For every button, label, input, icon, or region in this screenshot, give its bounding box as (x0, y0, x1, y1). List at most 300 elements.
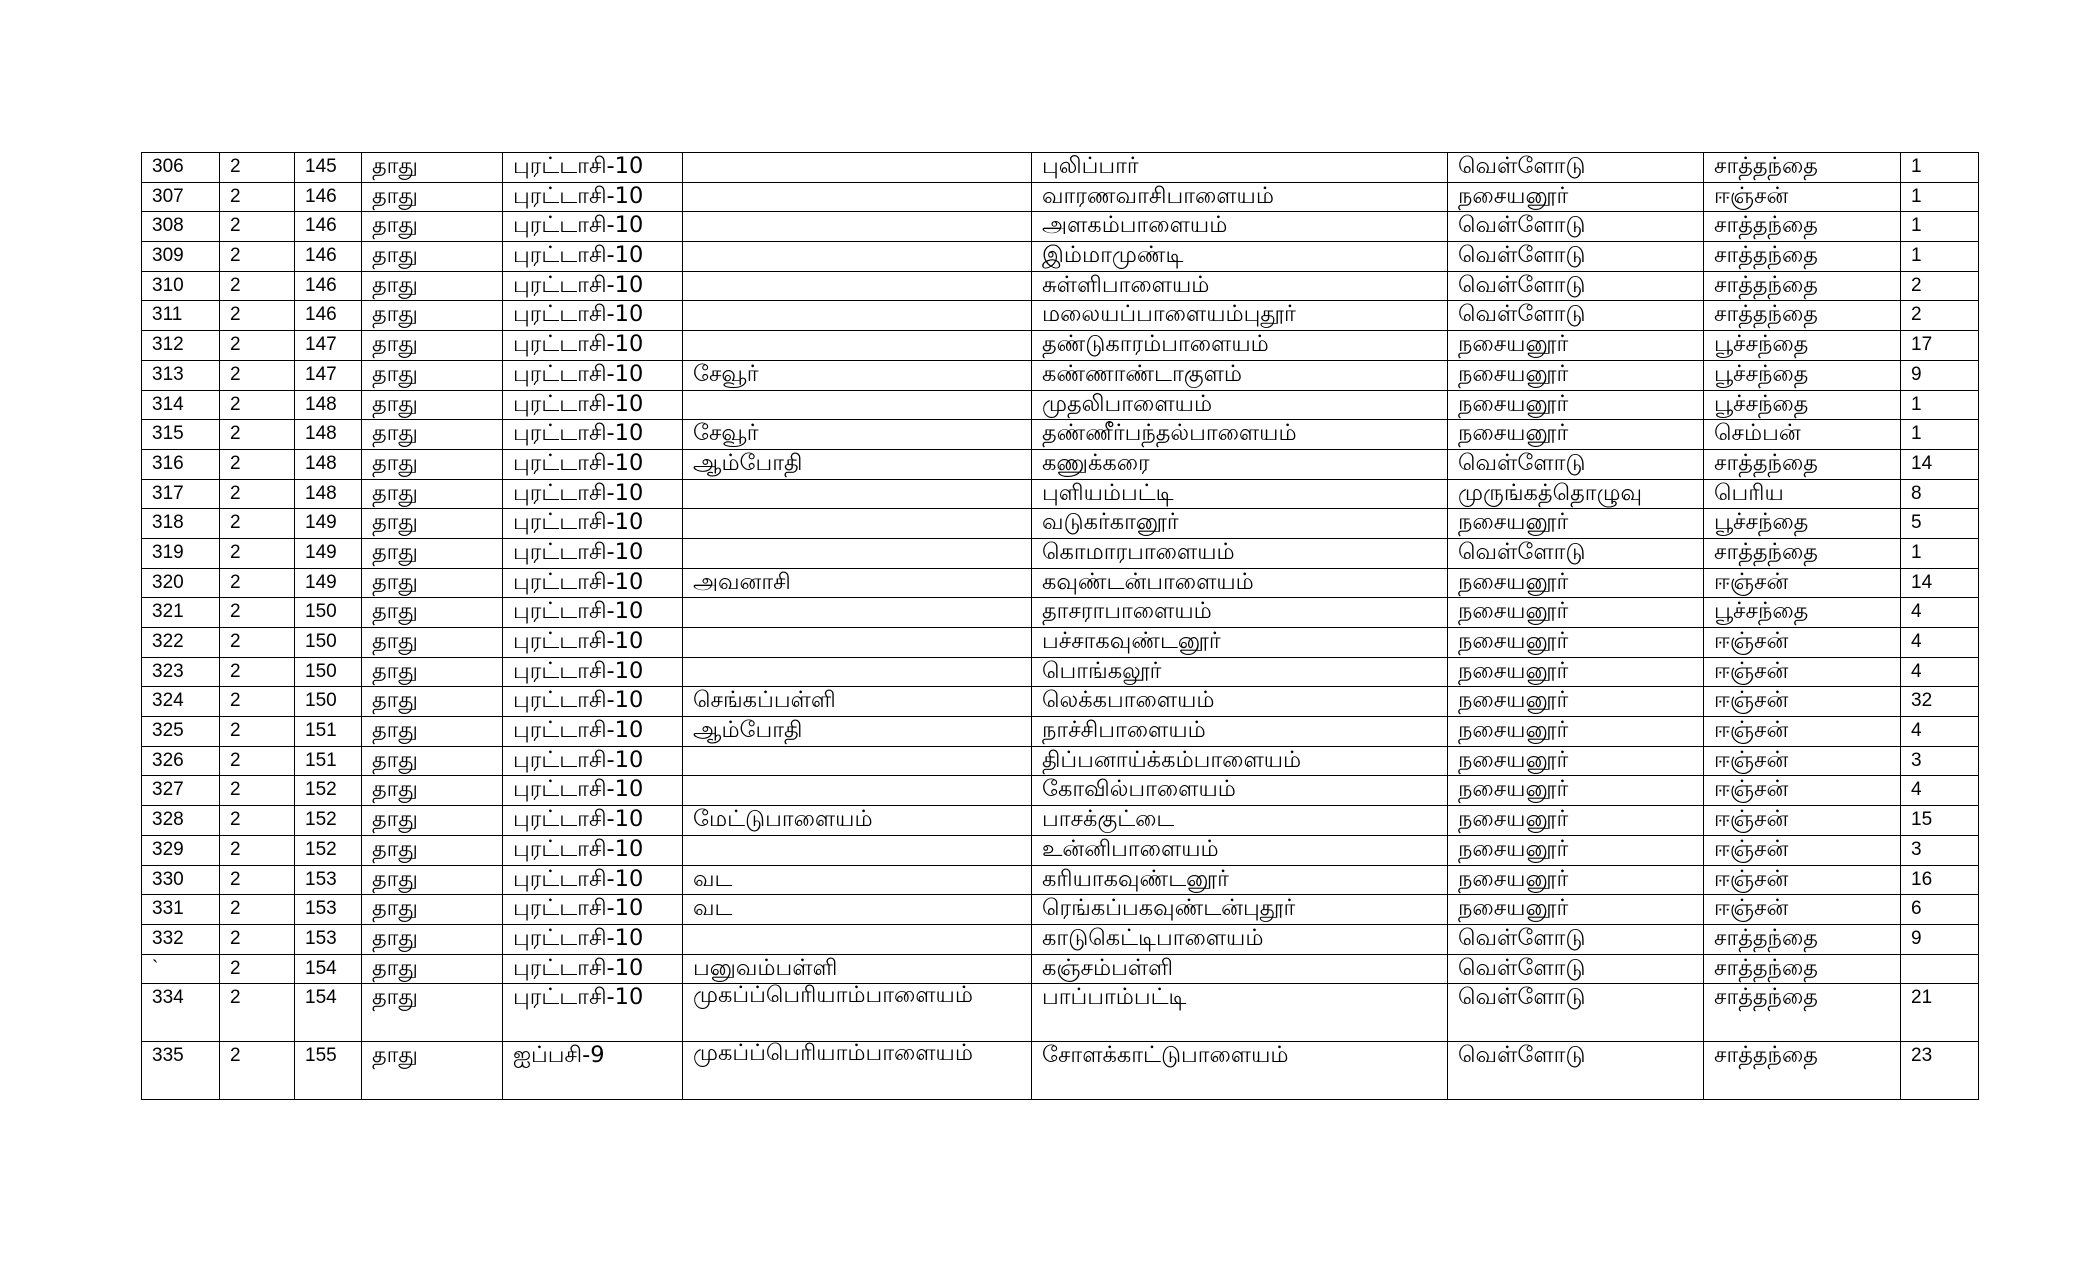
town-cell: நசையனூர் (1448, 598, 1704, 628)
table-row (142, 568, 1979, 598)
serial-cell: 308 (142, 212, 220, 242)
serial-cell: ` (142, 954, 220, 984)
place-cell (683, 212, 1032, 242)
count-cell: 4 (1901, 776, 1979, 806)
page-cell: 148 (295, 479, 362, 509)
table-row (142, 598, 1979, 628)
volume-cell: 2 (220, 568, 295, 598)
date-cell: புரட்டாசி-10 (503, 182, 683, 212)
year-cell: தாது (362, 835, 503, 865)
serial-cell: 307 (142, 182, 220, 212)
count-cell: 4 (1901, 717, 1979, 747)
page-cell: 147 (295, 331, 362, 361)
count-cell: 5 (1901, 509, 1979, 539)
serial-cell: 327 (142, 776, 220, 806)
town-cell: நசையனூர் (1448, 628, 1704, 658)
serial-cell: 309 (142, 242, 220, 272)
table-row (142, 212, 1979, 242)
village-cell: கணுக்கரை (1032, 449, 1448, 479)
page-cell: 149 (295, 538, 362, 568)
year-cell: தாது (362, 568, 503, 598)
page-cell: 155 (295, 1042, 362, 1100)
place-cell: பனுவம்பள்ளி (683, 954, 1032, 984)
year-cell: தாது (362, 509, 503, 539)
date-cell: புரட்டாசி-10 (503, 420, 683, 450)
serial-cell: 313 (142, 360, 220, 390)
clan-cell: பூச்சந்தை (1704, 509, 1901, 539)
date-cell: புரட்டாசி-10 (503, 924, 683, 954)
count-cell: 4 (1901, 657, 1979, 687)
count-cell: 4 (1901, 598, 1979, 628)
year-cell: தாது (362, 301, 503, 331)
clan-cell: சாத்தந்தை (1704, 538, 1901, 568)
place-cell (683, 242, 1032, 272)
serial-cell: 314 (142, 390, 220, 420)
serial-cell: 319 (142, 538, 220, 568)
page-cell: 150 (295, 628, 362, 658)
volume-cell: 2 (220, 865, 295, 895)
serial-cell: 323 (142, 657, 220, 687)
volume-cell: 2 (220, 924, 295, 954)
village-cell: கோவில்பாளையம் (1032, 776, 1448, 806)
town-cell: நசையனூர் (1448, 865, 1704, 895)
clan-cell: ஈஞ்சன் (1704, 746, 1901, 776)
year-cell: தாது (362, 153, 503, 183)
clan-cell: ஈஞ்சன் (1704, 895, 1901, 925)
page-cell: 151 (295, 746, 362, 776)
town-cell: வெள்ளோடு (1448, 153, 1704, 183)
year-cell: தாது (362, 420, 503, 450)
date-cell: புரட்டாசி-10 (503, 895, 683, 925)
volume-cell: 2 (220, 835, 295, 865)
year-cell: தாது (362, 657, 503, 687)
serial-cell: 334 (142, 984, 220, 1042)
place-cell (683, 509, 1032, 539)
village-cell: வடுகர்கானூர் (1032, 509, 1448, 539)
town-cell: நசையனூர் (1448, 687, 1704, 717)
serial-cell: 322 (142, 628, 220, 658)
date-cell: புரட்டாசி-10 (503, 301, 683, 331)
count-cell: 9 (1901, 360, 1979, 390)
table-row (142, 895, 1979, 925)
serial-cell: 329 (142, 835, 220, 865)
serial-cell: 311 (142, 301, 220, 331)
town-cell: நசையனூர் (1448, 717, 1704, 747)
count-cell: 4 (1901, 628, 1979, 658)
year-cell: தாது (362, 717, 503, 747)
page-cell: 148 (295, 390, 362, 420)
volume-cell: 2 (220, 331, 295, 361)
serial-cell: 312 (142, 331, 220, 361)
page-cell: 153 (295, 924, 362, 954)
place-cell: ஆம்போதி (683, 449, 1032, 479)
year-cell: தாது (362, 746, 503, 776)
clan-cell: பூச்சந்தை (1704, 331, 1901, 361)
table-row (142, 390, 1979, 420)
table-row (142, 301, 1979, 331)
date-cell: புரட்டாசி-10 (503, 153, 683, 183)
year-cell: தாது (362, 331, 503, 361)
date-cell: புரட்டாசி-10 (503, 271, 683, 301)
table-row (142, 865, 1979, 895)
town-cell: வெள்ளோடு (1448, 924, 1704, 954)
date-cell: புரட்டாசி-10 (503, 360, 683, 390)
volume-cell: 2 (220, 390, 295, 420)
place-cell: சேவூர் (683, 360, 1032, 390)
date-cell: புரட்டாசி-10 (503, 479, 683, 509)
table-row (142, 1042, 1979, 1100)
date-cell: புரட்டாசி-10 (503, 776, 683, 806)
date-cell: புரட்டாசி-10 (503, 449, 683, 479)
count-cell: 2 (1901, 301, 1979, 331)
date-cell: புரட்டாசி-10 (503, 984, 683, 1042)
table-row (142, 360, 1979, 390)
place-cell (683, 835, 1032, 865)
table-row (142, 271, 1979, 301)
page-cell: 149 (295, 568, 362, 598)
village-cell: பச்சாகவுண்டனூர் (1032, 628, 1448, 658)
count-cell: 16 (1901, 865, 1979, 895)
year-cell: தாது (362, 1042, 503, 1100)
count-cell: 1 (1901, 420, 1979, 450)
serial-cell: 321 (142, 598, 220, 628)
page-cell: 147 (295, 360, 362, 390)
serial-cell: 306 (142, 153, 220, 183)
volume-cell: 2 (220, 479, 295, 509)
table-row (142, 449, 1979, 479)
volume-cell: 2 (220, 242, 295, 272)
table-row (142, 242, 1979, 272)
place-cell (683, 746, 1032, 776)
village-cell: தண்டுகாரம்பாளையம் (1032, 331, 1448, 361)
volume-cell: 2 (220, 746, 295, 776)
village-cell: நாச்சிபாளையம் (1032, 717, 1448, 747)
clan-cell: பூச்சந்தை (1704, 390, 1901, 420)
village-cell: கரியாகவுண்டனூர் (1032, 865, 1448, 895)
town-cell: வெள்ளோடு (1448, 954, 1704, 984)
village-cell: கண்ணாண்டாகுளம் (1032, 360, 1448, 390)
village-cell: லெக்கபாளையம் (1032, 687, 1448, 717)
village-cell: திப்பனாய்க்கம்பாளையம் (1032, 746, 1448, 776)
clan-cell: ஈஞ்சன் (1704, 806, 1901, 836)
place-cell: ஆம்போதி (683, 717, 1032, 747)
table-row (142, 420, 1979, 450)
date-cell: ஐப்பசி-9 (503, 1042, 683, 1100)
table-row (142, 776, 1979, 806)
village-cell: புளியம்பட்டி (1032, 479, 1448, 509)
count-cell (1901, 954, 1979, 984)
clan-cell: சாத்தந்தை (1704, 924, 1901, 954)
page-cell: 154 (295, 984, 362, 1042)
town-cell: நசையனூர் (1448, 895, 1704, 925)
serial-cell: 326 (142, 746, 220, 776)
count-cell: 2 (1901, 271, 1979, 301)
page-cell: 150 (295, 598, 362, 628)
place-cell: வட (683, 865, 1032, 895)
count-cell: 23 (1901, 1042, 1979, 1100)
serial-cell: 318 (142, 509, 220, 539)
date-cell: புரட்டாசி-10 (503, 954, 683, 984)
volume-cell: 2 (220, 895, 295, 925)
village-cell: உன்னிபாளையம் (1032, 835, 1448, 865)
village-cell: சுள்ளிபாளையம் (1032, 271, 1448, 301)
volume-cell: 2 (220, 717, 295, 747)
town-cell: வெள்ளோடு (1448, 449, 1704, 479)
volume-cell: 2 (220, 984, 295, 1042)
date-cell: புரட்டாசி-10 (503, 212, 683, 242)
table-row (142, 182, 1979, 212)
count-cell: 1 (1901, 153, 1979, 183)
town-cell: நசையனூர் (1448, 835, 1704, 865)
page-cell: 148 (295, 420, 362, 450)
date-cell: புரட்டாசி-10 (503, 390, 683, 420)
clan-cell: பூச்சந்தை (1704, 360, 1901, 390)
date-cell: புரட்டாசி-10 (503, 598, 683, 628)
clan-cell: சாத்தந்தை (1704, 984, 1901, 1042)
table-body (142, 153, 1979, 1100)
serial-cell: 320 (142, 568, 220, 598)
table-row (142, 687, 1979, 717)
town-cell: நசையனூர் (1448, 806, 1704, 836)
year-cell: தாது (362, 984, 503, 1042)
clan-cell: ஈஞ்சன் (1704, 182, 1901, 212)
page-cell: 153 (295, 865, 362, 895)
date-cell: புரட்டாசி-10 (503, 835, 683, 865)
town-cell: முருங்கத்தொழுவு (1448, 479, 1704, 509)
place-cell (683, 628, 1032, 658)
clan-cell: சாத்தந்தை (1704, 271, 1901, 301)
place-cell (683, 390, 1032, 420)
village-cell: அளகம்பாளையம் (1032, 212, 1448, 242)
village-cell: கவுண்டன்பாளையம் (1032, 568, 1448, 598)
year-cell: தாது (362, 360, 503, 390)
count-cell: 14 (1901, 568, 1979, 598)
count-cell: 1 (1901, 538, 1979, 568)
date-cell: புரட்டாசி-10 (503, 657, 683, 687)
page-cell: 146 (295, 301, 362, 331)
serial-cell: 328 (142, 806, 220, 836)
town-cell: வெள்ளோடு (1448, 301, 1704, 331)
clan-cell: பெரிய (1704, 479, 1901, 509)
village-cell: தாசராபாளையம் (1032, 598, 1448, 628)
serial-cell: 316 (142, 449, 220, 479)
table-row (142, 153, 1979, 183)
volume-cell: 2 (220, 538, 295, 568)
table-row (142, 806, 1979, 836)
count-cell: 1 (1901, 390, 1979, 420)
place-cell (683, 271, 1032, 301)
serial-cell: 317 (142, 479, 220, 509)
place-cell (683, 153, 1032, 183)
clan-cell: சாத்தந்தை (1704, 242, 1901, 272)
clan-cell: ஈஞ்சன் (1704, 687, 1901, 717)
table-row (142, 331, 1979, 361)
town-cell: நசையனூர் (1448, 390, 1704, 420)
date-cell: புரட்டாசி-10 (503, 331, 683, 361)
town-cell: நசையனூர் (1448, 509, 1704, 539)
date-cell: புரட்டாசி-10 (503, 865, 683, 895)
year-cell: தாது (362, 182, 503, 212)
year-cell: தாது (362, 271, 503, 301)
village-cell: பொங்கலூர் (1032, 657, 1448, 687)
date-cell: புரட்டாசி-10 (503, 687, 683, 717)
village-cell: வாரணவாசிபாளையம் (1032, 182, 1448, 212)
town-cell: நசையனூர் (1448, 360, 1704, 390)
volume-cell: 2 (220, 509, 295, 539)
date-cell: புரட்டாசி-10 (503, 509, 683, 539)
village-cell: பாசக்குட்டை (1032, 806, 1448, 836)
serial-cell: 332 (142, 924, 220, 954)
town-cell: நசையனூர் (1448, 420, 1704, 450)
count-cell: 9 (1901, 924, 1979, 954)
count-cell: 3 (1901, 835, 1979, 865)
place-cell: மேட்டுபாளையம் (683, 806, 1032, 836)
count-cell: 17 (1901, 331, 1979, 361)
town-cell: வெள்ளோடு (1448, 1042, 1704, 1100)
year-cell: தாது (362, 954, 503, 984)
place-cell: செங்கப்பள்ளி (683, 687, 1032, 717)
volume-cell: 2 (220, 449, 295, 479)
serial-cell: 335 (142, 1042, 220, 1100)
clan-cell: ஈஞ்சன் (1704, 717, 1901, 747)
year-cell: தாது (362, 776, 503, 806)
count-cell: 1 (1901, 182, 1979, 212)
clan-cell: ஈஞ்சன் (1704, 776, 1901, 806)
volume-cell: 2 (220, 776, 295, 806)
year-cell: தாது (362, 806, 503, 836)
year-cell: தாது (362, 538, 503, 568)
place-cell: முகப்ப்பெரியாம்பாளையம் (683, 1042, 1032, 1100)
table-row (142, 984, 1979, 1042)
page-cell: 145 (295, 153, 362, 183)
volume-cell: 2 (220, 420, 295, 450)
page-cell: 151 (295, 717, 362, 747)
village-cell: மலையப்பாளையம்புதூர் (1032, 301, 1448, 331)
place-cell: அவனாசி (683, 568, 1032, 598)
volume-cell: 2 (220, 182, 295, 212)
table-row (142, 746, 1979, 776)
year-cell: தாது (362, 865, 503, 895)
place-cell (683, 538, 1032, 568)
place-cell (683, 598, 1032, 628)
volume-cell: 2 (220, 271, 295, 301)
serial-cell: 325 (142, 717, 220, 747)
year-cell: தாது (362, 895, 503, 925)
page-cell: 146 (295, 271, 362, 301)
year-cell: தாது (362, 687, 503, 717)
village-cell: ரெங்கப்பகவுண்டன்புதூர் (1032, 895, 1448, 925)
year-cell: தாது (362, 924, 503, 954)
date-cell: புரட்டாசி-10 (503, 538, 683, 568)
count-cell: 14 (1901, 449, 1979, 479)
year-cell: தாது (362, 242, 503, 272)
page-cell: 146 (295, 212, 362, 242)
clan-cell: ஈஞ்சன் (1704, 865, 1901, 895)
table-row (142, 479, 1979, 509)
town-cell: நசையனூர் (1448, 182, 1704, 212)
count-cell: 6 (1901, 895, 1979, 925)
page-cell: 152 (295, 835, 362, 865)
table-row (142, 954, 1979, 984)
volume-cell: 2 (220, 657, 295, 687)
clan-cell: சாத்தந்தை (1704, 212, 1901, 242)
place-cell: வட (683, 895, 1032, 925)
page-cell: 148 (295, 449, 362, 479)
count-cell: 1 (1901, 212, 1979, 242)
village-cell: புலிப்பார் (1032, 153, 1448, 183)
place-cell (683, 657, 1032, 687)
count-cell: 8 (1901, 479, 1979, 509)
table-row (142, 509, 1979, 539)
serial-cell: 330 (142, 865, 220, 895)
serial-cell: 331 (142, 895, 220, 925)
date-cell: புரட்டாசி-10 (503, 806, 683, 836)
year-cell: தாது (362, 449, 503, 479)
date-cell: புரட்டாசி-10 (503, 717, 683, 747)
place-cell (683, 301, 1032, 331)
town-cell: நசையனூர் (1448, 568, 1704, 598)
village-cell: கஞ்சம்பள்ளி (1032, 954, 1448, 984)
volume-cell: 2 (220, 687, 295, 717)
volume-cell: 2 (220, 628, 295, 658)
page-cell: 153 (295, 895, 362, 925)
place-cell (683, 776, 1032, 806)
clan-cell: செம்பன் (1704, 420, 1901, 450)
table-row (142, 538, 1979, 568)
clan-cell: சாத்தந்தை (1704, 301, 1901, 331)
village-cell: சோளக்காட்டுபாளையம் (1032, 1042, 1448, 1100)
count-cell: 15 (1901, 806, 1979, 836)
clan-cell: ஈஞ்சன் (1704, 628, 1901, 658)
village-cell: காடுகெட்டிபாளையம் (1032, 924, 1448, 954)
count-cell: 32 (1901, 687, 1979, 717)
table-row (142, 717, 1979, 747)
town-cell: வெள்ளோடு (1448, 271, 1704, 301)
town-cell: வெள்ளோடு (1448, 212, 1704, 242)
volume-cell: 2 (220, 301, 295, 331)
clan-cell: ஈஞ்சன் (1704, 568, 1901, 598)
serial-cell: 324 (142, 687, 220, 717)
records-table (141, 152, 1979, 1100)
page-cell: 154 (295, 954, 362, 984)
volume-cell: 2 (220, 806, 295, 836)
place-cell: சேவூர் (683, 420, 1032, 450)
place-cell (683, 331, 1032, 361)
page-cell: 152 (295, 806, 362, 836)
volume-cell: 2 (220, 954, 295, 984)
town-cell: வெள்ளோடு (1448, 538, 1704, 568)
clan-cell: சாத்தந்தை (1704, 954, 1901, 984)
year-cell: தாது (362, 598, 503, 628)
town-cell: நசையனூர் (1448, 331, 1704, 361)
village-cell: தண்ணீர்பந்தல்பாளையம் (1032, 420, 1448, 450)
table-row (142, 924, 1979, 954)
date-cell: புரட்டாசி-10 (503, 628, 683, 658)
town-cell: வெள்ளோடு (1448, 242, 1704, 272)
place-cell (683, 924, 1032, 954)
volume-cell: 2 (220, 1042, 295, 1100)
village-cell: பாப்பாம்பட்டி (1032, 984, 1448, 1042)
table-row (142, 835, 1979, 865)
page-cell: 152 (295, 776, 362, 806)
page-cell: 146 (295, 242, 362, 272)
clan-cell: ஈஞ்சன் (1704, 657, 1901, 687)
serial-cell: 315 (142, 420, 220, 450)
table-row (142, 657, 1979, 687)
clan-cell: சாத்தந்தை (1704, 449, 1901, 479)
table-row (142, 628, 1979, 658)
clan-cell: ஈஞ்சன் (1704, 835, 1901, 865)
